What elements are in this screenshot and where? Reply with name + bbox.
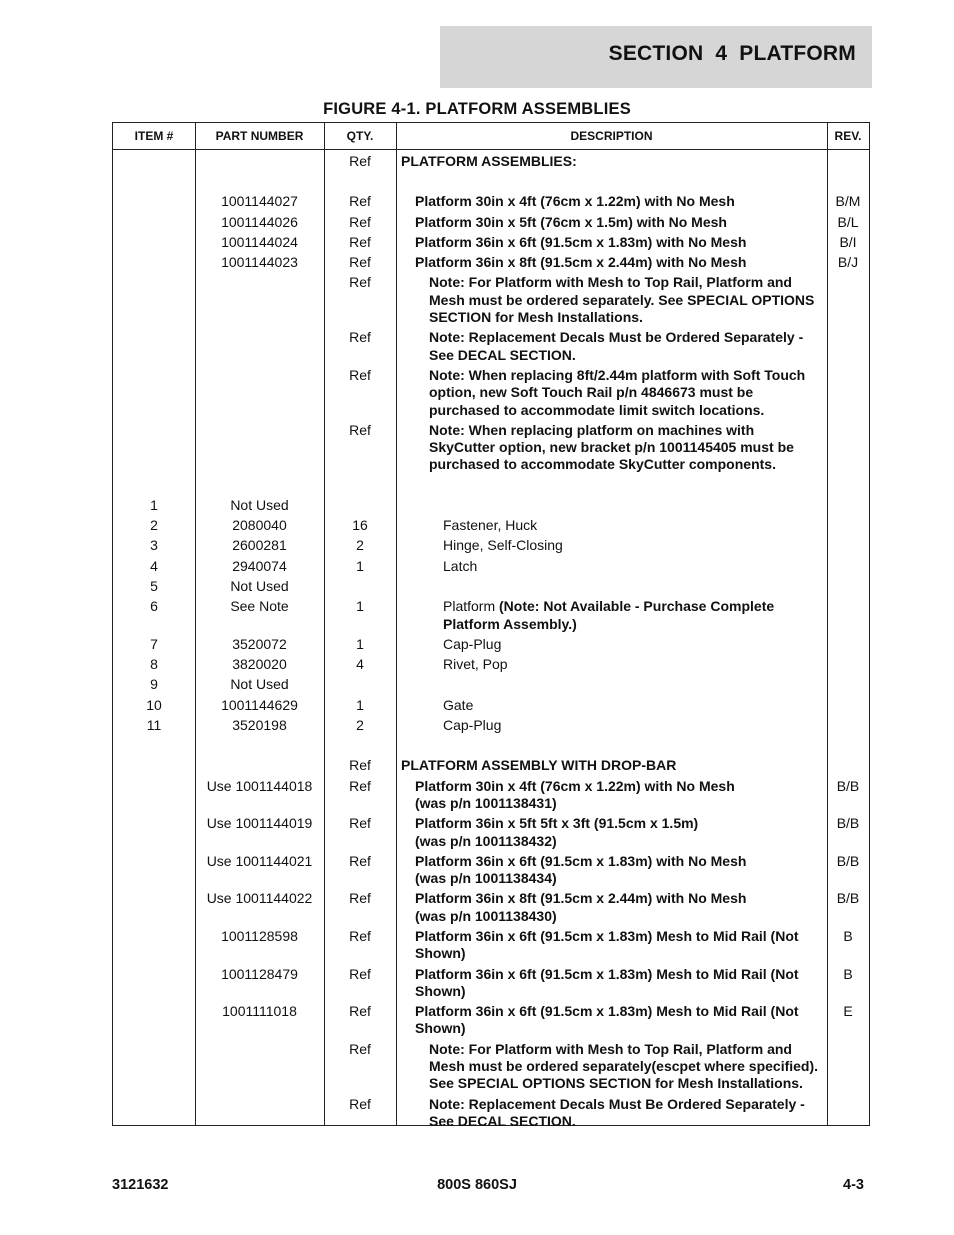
item-cell: [113, 193, 195, 210]
rev-cell: [827, 367, 869, 419]
qty-cell: 2: [356, 717, 364, 734]
figure-title: FIGURE 4-1. PLATFORM ASSEMBLIES: [323, 100, 631, 118]
description-cell: [396, 636, 827, 653]
description-cell: [396, 757, 827, 774]
description-text: Note: When replacing platform on machines with SkyCutter option, new bracket p/n 1001145405 must be purchased to accommodate SkyCutter components.: [429, 421, 794, 473]
part-number-cell: Not Used: [230, 496, 289, 513]
description-cell: [396, 153, 827, 170]
table-row: [113, 778, 869, 813]
item-cell: [113, 254, 195, 271]
description-cell: [396, 1003, 827, 1038]
description-line: (was p/n 1001138432): [415, 832, 557, 849]
description-cell: [396, 1096, 827, 1131]
qty-cell: Ref: [349, 1040, 371, 1057]
description-line: (was p/n 1001138430): [415, 907, 557, 924]
item-cell: 1: [150, 496, 158, 513]
description-text: Note: Replacement Decals Must be Ordered Separately - See DECAL SECTION.: [429, 329, 804, 363]
rev-cell: B/B: [836, 777, 860, 794]
table-row: [113, 274, 869, 326]
description-cell: [396, 717, 827, 734]
part-number-cell: 1001144024: [221, 233, 298, 250]
part-number-cell: 1001144027: [221, 193, 298, 210]
description-text: Note: For Platform with Mesh to Top Rail, Platform and Mesh must be ordered separately(escpet where specified). See SPECIAL OPTIONS SECTION for Mesh Installations.: [429, 1040, 819, 1092]
part-number-cell: 3520072: [232, 635, 287, 652]
row-spacer: [113, 474, 869, 497]
table-row: [113, 1096, 869, 1131]
part-number-cell: [195, 274, 324, 326]
description-line: Platform 36in x 6ft (91.5cm x 1.83m) with No Mesh: [415, 852, 747, 869]
description-cell: [396, 966, 827, 1001]
description-cell: [396, 928, 827, 963]
qty-cell: 1: [356, 598, 364, 615]
rev-cell: [827, 422, 869, 474]
section-banner: [440, 26, 872, 88]
description-cell: [396, 497, 827, 514]
item-cell: 8: [150, 656, 158, 673]
table-row: [113, 928, 869, 963]
qty-cell: Ref: [349, 329, 371, 346]
description-text: Platform 36in x 8ft (91.5cm x 2.44m) with No Mesh: [415, 254, 747, 271]
rev-cell: [827, 697, 869, 714]
qty-cell: Ref: [349, 852, 371, 869]
rev-cell: [827, 636, 869, 653]
part-number-cell: Use 1001144018: [206, 777, 313, 794]
description-cell: [396, 234, 827, 251]
qty-cell: 1: [356, 696, 364, 713]
description-cell: [396, 815, 827, 850]
header-rev: REV.: [834, 129, 862, 143]
part-number-cell: 3520198: [232, 717, 287, 734]
table-row: [113, 815, 869, 850]
item-cell: [113, 1003, 195, 1038]
item-cell: [113, 153, 195, 170]
qty-cell: Ref: [349, 193, 371, 210]
table-row: [113, 676, 869, 693]
description-text: Platform 36in x 6ft (91.5cm x 1.83m) Mesh to Mid Rail (Not Shown): [415, 965, 799, 999]
qty-cell: Ref: [349, 815, 371, 832]
header-qty: QTY.: [346, 129, 374, 143]
part-number-cell: [195, 367, 324, 419]
rev-cell: [827, 717, 869, 734]
table-row: [113, 422, 869, 474]
qty-cell: Ref: [349, 366, 371, 383]
table-row: [113, 1041, 869, 1093]
rev-cell: [827, 656, 869, 673]
table-row: [113, 966, 869, 1001]
part-number-cell: 1001111018: [222, 1003, 297, 1020]
rev-cell: E: [843, 1003, 853, 1020]
header-part-number: PART NUMBER: [215, 129, 304, 143]
rev-cell: B/I: [839, 233, 857, 250]
table-row: [113, 234, 869, 251]
qty-cell: Ref: [349, 213, 371, 230]
part-number-cell: [195, 329, 324, 364]
qty-cell: Ref: [349, 421, 371, 438]
item-cell: 7: [150, 635, 158, 652]
part-number-cell: 1001128479: [221, 965, 298, 982]
rev-cell: B: [843, 927, 853, 944]
part-number-cell: Use 1001144019: [206, 815, 313, 832]
qty-cell: 1: [356, 557, 364, 574]
row-spacer: [113, 1130, 869, 1133]
part-number-cell: [195, 757, 324, 774]
qty-cell: [324, 578, 396, 595]
item-cell: 3: [150, 537, 158, 554]
description-text: Hinge, Self-Closing: [443, 537, 563, 554]
row-spacer: [113, 734, 869, 757]
description-line: Platform 36in x 5ft 5ft x 3ft (91.5cm x 1.5m): [415, 815, 699, 832]
part-number-cell: 3820020: [232, 656, 287, 673]
description-cell: [396, 676, 827, 693]
table-row: [113, 636, 869, 653]
description-text: Cap-Plug: [443, 717, 502, 734]
item-cell: [113, 757, 195, 774]
row-spacer: [113, 170, 869, 193]
table-row: [113, 757, 869, 774]
description-text: Note: When replacing 8ft/2.44m platform with Soft Touch option, new Soft Touch Rail p/n 4846673 must be purchased to accommodate limit switch locations.: [429, 366, 806, 418]
rev-cell: B/L: [837, 213, 859, 230]
part-number-cell: 1001144026: [221, 213, 298, 230]
item-cell: [113, 778, 195, 813]
header-item: ITEM #: [134, 129, 174, 143]
part-number-cell: 1001144023: [221, 254, 298, 271]
part-number-cell: [195, 422, 324, 474]
item-cell: 11: [146, 717, 162, 734]
item-cell: [113, 890, 195, 925]
table-row: [113, 697, 869, 714]
qty-cell: [324, 497, 396, 514]
qty-cell: Ref: [349, 965, 371, 982]
table-row: [113, 193, 869, 210]
part-number-cell: Not Used: [230, 577, 289, 594]
qty-cell: Ref: [349, 777, 371, 794]
qty-cell: 2: [356, 537, 364, 554]
table-row: [113, 214, 869, 231]
table-row: [113, 497, 869, 514]
item-cell: [113, 422, 195, 474]
description-cell: [396, 329, 827, 364]
qty-cell: Ref: [349, 890, 371, 907]
part-number-cell: [195, 1096, 324, 1131]
description-text: Latch: [443, 557, 478, 574]
item-cell: 2: [150, 517, 158, 534]
description-text: Gate: [443, 696, 474, 713]
footer-model: 800S 860SJ: [437, 1177, 517, 1193]
part-number-cell: 2080040: [232, 517, 287, 534]
description-text: PLATFORM ASSEMBLIES:: [401, 153, 577, 169]
qty-cell: [324, 676, 396, 693]
description-cell: [396, 214, 827, 231]
part-number-cell: Use 1001144022: [206, 890, 313, 907]
rev-cell: B/B: [836, 852, 860, 869]
description-line: Platform 36in x 8ft (91.5cm x 2.44m) with No Mesh: [415, 890, 747, 907]
qty-cell: 4: [356, 656, 364, 673]
table-row: [113, 254, 869, 271]
rev-cell: [827, 1096, 869, 1131]
table-row: [113, 558, 869, 575]
item-cell: 6: [150, 598, 158, 615]
qty-cell: 16: [352, 517, 368, 534]
rev-cell: [827, 274, 869, 326]
footer-page-number: 4-3: [843, 1177, 864, 1193]
item-cell: 10: [146, 696, 162, 713]
item-cell: 5: [150, 577, 158, 594]
qty-cell: Ref: [349, 757, 371, 774]
item-cell: [113, 1096, 195, 1131]
item-cell: [113, 928, 195, 963]
item-cell: 4: [150, 557, 158, 574]
description-text: Rivet, Pop: [443, 656, 508, 673]
part-number-cell: Use 1001144021: [206, 852, 313, 869]
description-line: (was p/n 1001138434): [415, 870, 557, 887]
item-cell: [113, 329, 195, 364]
item-cell: [113, 853, 195, 888]
rev-cell: [827, 558, 869, 575]
item-cell: [113, 214, 195, 231]
description-cell: [396, 537, 827, 554]
table-body: [113, 153, 869, 1133]
description-cell: [396, 1041, 827, 1093]
rev-cell: [827, 537, 869, 554]
description-note: (Note: Not Available - Purchase Complete Platform Assembly.): [443, 598, 775, 632]
qty-cell: Ref: [349, 1095, 371, 1112]
rev-cell: [827, 153, 869, 170]
description-text: PLATFORM ASSEMBLY WITH DROP-BAR: [401, 757, 677, 774]
item-cell: [113, 234, 195, 251]
part-number-cell: Not Used: [230, 676, 289, 693]
qty-cell: Ref: [349, 927, 371, 944]
item-cell: 9: [150, 676, 158, 693]
description-cell: [396, 853, 827, 888]
rev-cell: [827, 497, 869, 514]
description-text: Platform 36in x 6ft (91.5cm x 1.83m) Mesh to Mid Rail (Not Shown): [415, 927, 799, 962]
rev-cell: [827, 757, 869, 774]
qty-cell: Ref: [349, 233, 371, 250]
description-text: Platform 36in x 6ft (91.5cm x 1.83m) with No Mesh: [415, 233, 747, 250]
description-cell: [396, 367, 827, 419]
description-cell: [396, 598, 827, 633]
description-cell: [396, 578, 827, 595]
description-text: Platform: [443, 598, 500, 615]
item-cell: [113, 274, 195, 326]
description-cell: [396, 422, 827, 474]
table-row: [113, 329, 869, 364]
rev-cell: B/B: [836, 815, 860, 832]
item-cell: [113, 966, 195, 1001]
description-line: (was p/n 1001138431): [415, 794, 557, 811]
description-cell: [396, 697, 827, 714]
item-cell: [113, 367, 195, 419]
table-row: [113, 1003, 869, 1038]
description-text: Platform 30in x 5ft (76cm x 1.5m) with No Mesh: [415, 213, 727, 230]
description-cell: [396, 274, 827, 326]
footer-doc-number: 3121632: [112, 1177, 169, 1193]
description-text: Note: For Platform with Mesh to Top Rail, Platform and Mesh must be ordered separately. See SPECIAL OPTIONS SECTION for Mesh Installations.: [429, 274, 815, 326]
part-number-cell: [195, 153, 324, 170]
rev-cell: [827, 676, 869, 693]
item-cell: [113, 1041, 195, 1093]
part-number-cell: 2940074: [232, 557, 287, 574]
part-number-cell: 1001144629: [221, 696, 298, 713]
part-number-cell: 2600281: [232, 537, 287, 554]
qty-cell: Ref: [349, 1003, 371, 1020]
qty-cell: Ref: [349, 254, 371, 271]
rev-cell: [827, 598, 869, 633]
description-text: Fastener, Huck: [443, 517, 538, 534]
table-row: [113, 153, 869, 170]
description-cell: [396, 517, 827, 534]
table-row: [113, 598, 869, 633]
qty-cell: Ref: [349, 153, 371, 169]
rev-cell: [827, 578, 869, 595]
description-text: Note: Replacement Decals Must Be Ordered Separately - See DECAL SECTION.: [429, 1095, 805, 1129]
rev-cell: [827, 329, 869, 364]
table-row: [113, 537, 869, 554]
description-cell: [396, 558, 827, 575]
table-row: [113, 578, 869, 595]
table-row: [113, 517, 869, 534]
description-cell: [396, 254, 827, 271]
description-text: Cap-Plug: [443, 635, 502, 652]
item-cell: [113, 815, 195, 850]
part-number-cell: 1001128598: [221, 927, 298, 944]
rev-cell: B: [843, 965, 853, 982]
qty-cell: 1: [356, 635, 364, 652]
section-title: SECTION 4 PLATFORM: [608, 42, 856, 65]
description-cell: [396, 778, 827, 813]
description-line: Platform 30in x 4ft (76cm x 1.22m) with No Mesh: [415, 777, 735, 794]
parts-table: [112, 122, 870, 1129]
description-cell: [396, 193, 827, 210]
description-cell: [396, 890, 827, 925]
rev-cell: B/M: [835, 193, 861, 210]
table-row: [113, 890, 869, 925]
part-number-cell: [195, 1041, 324, 1093]
table-row: [113, 853, 869, 888]
rev-cell: B/B: [836, 890, 860, 907]
description-cell: [396, 656, 827, 673]
table-row: [113, 717, 869, 734]
table-row: [113, 367, 869, 419]
description-text: Platform 30in x 4ft (76cm x 1.22m) with No Mesh: [415, 193, 735, 210]
rev-cell: [827, 1041, 869, 1093]
header-description: DESCRIPTION: [570, 129, 653, 143]
rev-cell: [827, 517, 869, 534]
rev-cell: B/J: [837, 254, 859, 271]
description-text: Platform 36in x 6ft (91.5cm x 1.83m) Mesh to Mid Rail (Not Shown): [415, 1003, 799, 1037]
qty-cell: Ref: [349, 274, 371, 291]
part-number-cell: See Note: [230, 598, 289, 615]
table-row: [113, 656, 869, 673]
